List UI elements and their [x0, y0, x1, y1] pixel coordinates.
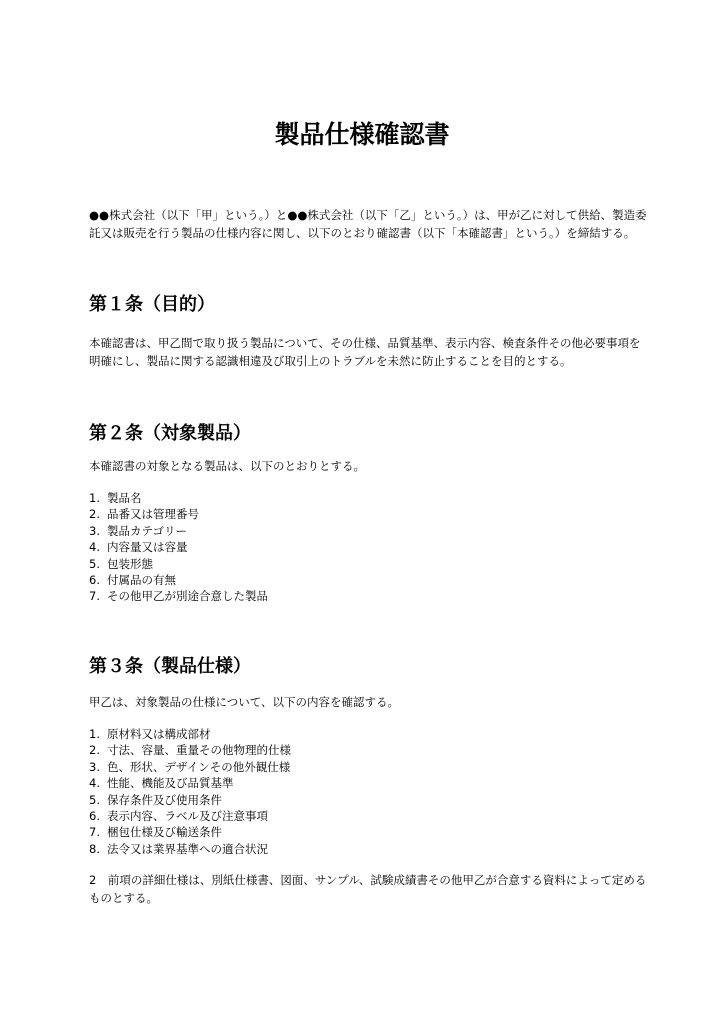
article-3-list [89, 726, 649, 857]
list-item: 7. その他甲乙が別途合意した製品 [89, 589, 268, 604]
list-item: 2. 品番又は管理番号 [89, 507, 199, 522]
list-item: 1. 製品名 [89, 491, 142, 505]
list-item: 5. 包装形態 [89, 556, 153, 571]
document-title: 製品仕様確認書 [274, 120, 450, 149]
list-item: 4. 性能、機能及び品質基準 [89, 776, 234, 791]
article-2-heading: 第２条（対象製品） [89, 423, 251, 444]
list-item: 3. 色、形状、デザインその他外観仕様 [89, 759, 291, 774]
article-1-body: 本確認書は、甲乙間で取り扱う製品について、その仕様、品質基準、表示内容、検査条件その他必要事項を明確にし、製品に関する認識相違及び取引上のトラブルを未然に防止することを目的とする。 [89, 336, 641, 368]
list-item: 1. 原材料又は構成部材 [89, 727, 211, 741]
article-1-heading: 第１条（目的） [89, 294, 215, 315]
list-item: 8. 法令又は業界基準への適合状況 [89, 841, 268, 856]
article-3-heading: 第３条（製品仕様） [89, 656, 251, 677]
list-item: 5. 保存条件及び使用条件 [89, 792, 222, 807]
list-item: 2. 寸法、容量、重量その他物理的仕様 [89, 743, 291, 758]
article-3-note: 2 前項の詳細仕様は、別紙仕様書、図面、サンプル、試験成績書その他甲乙が合意する資料によって定めるものとする。 [89, 873, 647, 905]
article-2-body: 本確認書の対象となる製品は、以下のとおりとする。 [89, 459, 365, 473]
list-item: 6. 表示内容、ラベル及び注意事項 [89, 809, 268, 824]
list-item: 7. 梱包仕様及び輸送条件 [89, 825, 222, 840]
article-2-list [89, 490, 649, 605]
list-item: 4. 内容量又は容量 [89, 540, 188, 555]
list-item: 6. 付属品の有無 [89, 573, 176, 588]
article-3-body: 甲乙は、対象製品の仕様について、以下の内容を確認する。 [89, 695, 400, 709]
list-item: 3. 製品カテゴリー [89, 523, 188, 538]
intro-paragraph: ●●株式会社（以下「甲」という。）と●●株式会社（以下「乙」という。）は、甲が乙に対して供給、製造委託又は販売を行う製品の仕様内容に関し、以下のとおり確認書（以下「本確認書」という。）を締結する。 [89, 208, 647, 240]
